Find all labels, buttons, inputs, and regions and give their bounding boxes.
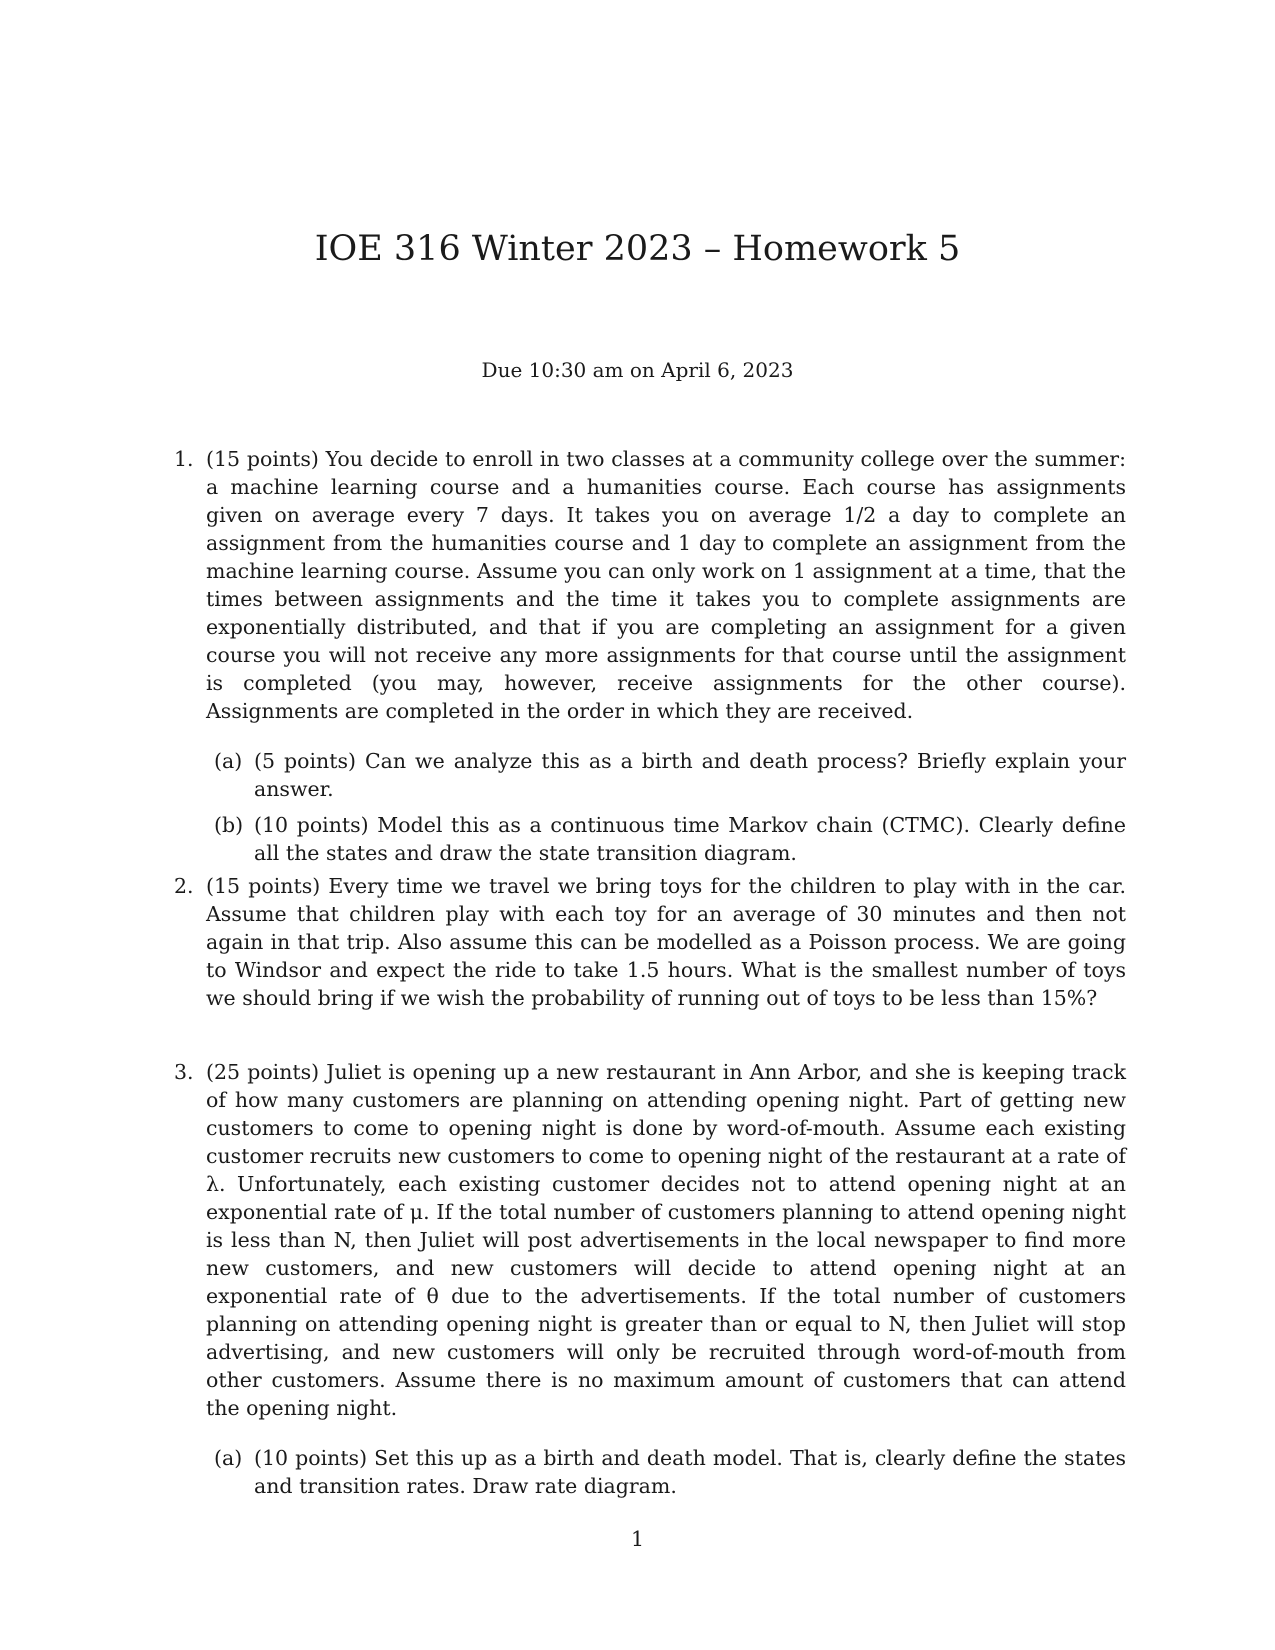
due-date: Due 10:30 am on April 6, 2023: [481, 358, 794, 382]
problem-number: 2.: [174, 874, 194, 898]
problem-number: 1.: [174, 447, 194, 471]
part-text: (10 points) Set this up as a birth and death model. That is, clearly define the states and transition rates. Draw rate diagram.: [254, 1446, 1126, 1498]
problem-1: [174, 445, 1126, 867]
part-text: (10 points) Model this as a continuous time Markov chain (CTMC). Clearly define all the states and draw the state transition diagram.: [254, 813, 1126, 865]
problem-1-parts: [174, 747, 1126, 867]
problem-text: (15 points) You decide to enroll in two classes at a community college over the summer: a machine learning course and a humanities course. Each course has assignments given on average every 7 days. It takes you on average 1/2 a day to complete an assignment from the humanities course and 1 day to complete an assignment from the machine learning course. Assume you can only work on 1 assignment at a time, that the times between assignments and the time it takes you to complete assignments are exponentially distributed, and that if you are completing an assignment for a given course you will not receive any more assignments for that course until the assignment is completed (you may, however, receive assignments for the other course). Assignments are completed in the order in which they are received.: [206, 447, 1126, 723]
part-label: (a): [214, 749, 243, 773]
problem-1-part-a: [214, 747, 1126, 803]
problem-2: [174, 872, 1126, 1012]
problem-text: (15 points) Every time we travel we bring toys for the children to play with in the car. Assume that children play with each toy for an average of 30 minutes and then not again in that trip. Also assume this can be modelled as a Poisson process. We are going to Windsor and expect the ride to take 1.5 hours. What is the smallest number of toys we should bring if we wish the probability of running out of toys to be less than 15%?: [206, 874, 1126, 1010]
part-label: (a): [214, 1446, 243, 1470]
page-number: 1: [630, 1527, 645, 1551]
problem-3: [174, 1058, 1126, 1500]
problem-1-part-b: [214, 811, 1126, 867]
problem-3-parts: [174, 1444, 1126, 1500]
problem-3-part-a: [214, 1444, 1126, 1500]
problem-number: 3.: [174, 1060, 194, 1084]
document-title: IOE 316 Winter 2023 – Homework 5: [314, 229, 961, 269]
part-text: (5 points) Can we analyze this as a birth and death process? Briefly explain your answer.: [254, 749, 1126, 801]
part-label: (b): [214, 813, 244, 837]
problem-text: (25 points) Juliet is opening up a new restaurant in Ann Arbor, and she is keeping track of how many customers are planning on attending opening night. Part of getting new customers to come to opening night is done by word-of-mouth. Assume each existing customer recruits new customers to come to opening night of the restaurant at a rate of λ. Unfortunately, each existing customer decides not to attend opening night at an exponential rate of μ. If the total number of customers planning to attend opening night is less than N, then Juliet will post advertisements in the local newspaper to find more new customers, and new customers will decide to attend opening night at an exponential rate of θ due to the advertisements. If the total number of customers planning on attending opening night is greater than or equal to N, then Juliet will stop advertising, and new customers will only be recruited through word-of-mouth from other customers. Assume there is no maximum amount of customers that can attend the opening night.: [206, 1060, 1126, 1420]
